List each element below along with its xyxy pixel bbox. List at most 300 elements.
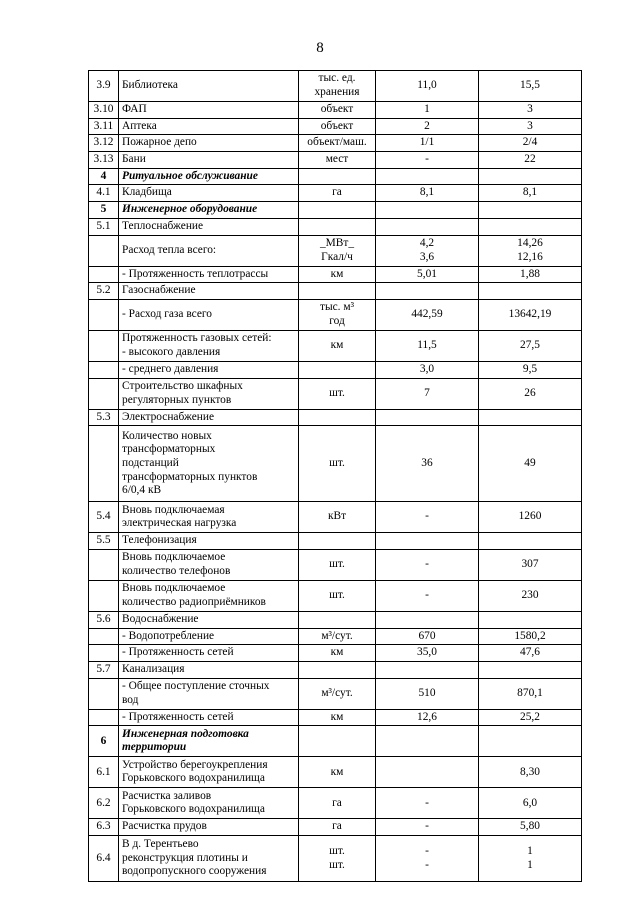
row-number-cell: 3.11: [89, 118, 119, 135]
table-row: [89, 378, 582, 409]
value-current-cell: [376, 118, 479, 135]
table-row: [89, 426, 582, 502]
unit-line: шт.: [329, 589, 345, 602]
value-planned-line: 2/4: [522, 136, 538, 149]
unit-cell: [299, 235, 376, 266]
value-planned-cell: [479, 361, 582, 378]
unit-cell: [299, 836, 376, 882]
indicator-name-cell: [119, 426, 299, 502]
indicator-name-line: - Расход газа всего: [122, 308, 212, 321]
value-current-line: 3,6: [419, 250, 435, 263]
indicator-name-cell: [119, 235, 299, 266]
value-current-line: -: [425, 558, 429, 571]
row-number-cell: 3.12: [89, 135, 119, 152]
indicator-name-cell: [119, 662, 299, 679]
value-current-line: -: [425, 153, 429, 166]
indicator-name-line: - Протяженность сетей: [122, 710, 234, 723]
unit-cell: [299, 788, 376, 819]
indicator-name-line: - Протяженность сетей: [122, 646, 234, 659]
unit-line: км: [330, 646, 344, 659]
unit-line: объект/маш.: [307, 136, 367, 149]
unit-cell: [299, 152, 376, 169]
indicator-name-line: количество радиоприёмников: [122, 595, 266, 608]
value-current-cell: [376, 788, 479, 819]
value-current-line: 36: [421, 456, 433, 469]
row-number-cell: 5.6: [89, 611, 119, 628]
indicator-name-line: ФАП: [122, 103, 147, 115]
table-row: [89, 102, 582, 119]
indicator-name-line: Водоснабжение: [122, 612, 199, 625]
indicator-name-cell: [119, 533, 299, 550]
indicator-name-line: - Водопотребление: [122, 629, 215, 642]
value-current-cell: [376, 611, 479, 628]
indicator-name-line: Расход тепла всего:: [122, 243, 217, 256]
value-current-cell: [376, 409, 479, 426]
indicator-name-line: Инженерное оборудование: [122, 203, 258, 216]
value-current-cell: [376, 549, 479, 580]
indicator-name-cell: [119, 283, 299, 300]
row-number-cell: 6.4: [89, 836, 119, 882]
indicator-name-cell: [119, 152, 299, 169]
value-current-cell: [376, 709, 479, 726]
indicator-name-cell: [119, 678, 299, 709]
value-current-line: 4,2: [419, 236, 435, 249]
unit-line: шт.: [329, 386, 345, 399]
indicator-name-line: подстанций: [122, 456, 179, 469]
table-row: [89, 152, 582, 169]
table-row: [89, 299, 582, 330]
row-number-cell: [89, 266, 119, 283]
row-number-cell: 5: [89, 202, 119, 219]
value-planned-line: 1,88: [520, 267, 540, 280]
value-current-line: -: [425, 510, 429, 523]
value-current-cell: [376, 757, 479, 788]
value-planned-line: 5,80: [520, 820, 540, 833]
row-number-cell: [89, 299, 119, 330]
table-row: [89, 549, 582, 580]
unit-line: м³/сут.: [321, 686, 353, 699]
row-number-cell: [89, 709, 119, 726]
value-current-line: 1: [424, 103, 430, 115]
unit-cell: [299, 662, 376, 679]
value-planned-cell: [479, 757, 582, 788]
indicator-name-cell: [119, 726, 299, 757]
value-planned-line: 1580,2: [514, 629, 546, 642]
value-planned-cell: [479, 330, 582, 361]
unit-cell: [299, 426, 376, 502]
indicator-name-line: Расчистка прудов: [122, 820, 207, 833]
unit-cell: [299, 135, 376, 152]
table-row: [89, 409, 582, 426]
table-row: [89, 662, 582, 679]
indicator-name-cell: [119, 709, 299, 726]
indicator-name-line: Теплоснабжение: [122, 219, 204, 232]
unit-line: шт.: [329, 844, 345, 857]
value-planned-cell: [479, 645, 582, 662]
row-number-cell: 3.9: [89, 71, 119, 102]
indicator-name-line: В д. Терентьево: [122, 838, 199, 851]
indicator-name-line: - Общее поступление сточных: [122, 680, 270, 692]
unit-cell: [299, 533, 376, 550]
unit-line: объект: [320, 103, 354, 115]
value-planned-line: 3: [527, 119, 533, 132]
value-planned-cell: [479, 678, 582, 709]
unit-cell: [299, 757, 376, 788]
unit-cell: [299, 726, 376, 757]
indicator-name-line: Кладбища: [122, 186, 172, 199]
section-row: [89, 202, 582, 219]
unit-line: шт.: [329, 858, 345, 871]
table-row: [89, 709, 582, 726]
value-planned-line: 9,5: [522, 362, 538, 375]
value-planned-line: 26: [524, 386, 536, 399]
indicator-name-cell: [119, 836, 299, 882]
value-planned-cell: [479, 299, 582, 330]
value-current-cell: [376, 218, 479, 235]
row-number-cell: [89, 378, 119, 409]
unit-cell: [299, 299, 376, 330]
indicator-name-line: 6/0,4 кВ: [122, 484, 162, 497]
value-current-line: 11,0: [417, 79, 437, 92]
indicator-name-cell: [119, 185, 299, 202]
indicator-name-line: - среднего давления: [122, 362, 219, 375]
row-number-cell: 5.1: [89, 218, 119, 235]
value-current-cell: [376, 330, 479, 361]
value-current-line: 1/1: [419, 136, 435, 149]
indicator-name-line: Инженерная подготовка: [122, 727, 249, 740]
value-planned-cell: [479, 580, 582, 611]
unit-cell: [299, 202, 376, 219]
value-planned-line: 27,5: [520, 339, 540, 352]
row-number-cell: 4.1: [89, 185, 119, 202]
row-number-cell: 6.1: [89, 757, 119, 788]
unit-line: тыс. ед.: [318, 72, 356, 85]
indicator-name-cell: [119, 580, 299, 611]
unit-line: объект: [320, 119, 354, 132]
value-planned-cell: [479, 235, 582, 266]
indicator-name-line: Вновь подключаемая: [122, 503, 225, 516]
table-row: [89, 71, 582, 102]
indicator-name-cell: [119, 71, 299, 102]
indicator-name-cell: [119, 645, 299, 662]
unit-line: год: [329, 314, 345, 327]
unit-cell: [299, 330, 376, 361]
table-row: [89, 185, 582, 202]
value-current-line: 442,59: [411, 308, 443, 321]
row-number-cell: 5.4: [89, 502, 119, 533]
row-number-cell: 6: [89, 726, 119, 757]
value-current-cell: [376, 202, 479, 219]
value-planned-line: 230: [521, 589, 539, 602]
value-current-cell: [376, 836, 479, 882]
value-current-cell: [376, 71, 479, 102]
value-planned-line: 3: [527, 103, 533, 115]
indicator-name-cell: [119, 378, 299, 409]
row-number-cell: 5.2: [89, 283, 119, 300]
section-row: [89, 168, 582, 185]
unit-line: га: [332, 820, 342, 833]
value-planned-cell: [479, 726, 582, 757]
value-planned-line: 25,2: [520, 710, 540, 723]
table-row: [89, 836, 582, 882]
unit-line: хранения: [314, 86, 360, 98]
value-current-cell: [376, 645, 479, 662]
indicator-name-line: Вновь подключаемое: [122, 551, 226, 564]
value-current-cell: [376, 135, 479, 152]
unit-line: км: [330, 339, 344, 352]
value-planned-line: 13642,19: [508, 308, 552, 321]
unit-line: кВт: [327, 510, 347, 523]
unit-line: _МВт_: [319, 236, 355, 249]
table-row: [89, 361, 582, 378]
indicator-name-cell: [119, 330, 299, 361]
value-planned-line: 47,6: [520, 646, 540, 659]
unit-line: тыс. м³: [319, 301, 354, 314]
value-current-cell: [376, 185, 479, 202]
indicator-name-cell: [119, 102, 299, 119]
value-planned-cell: [479, 378, 582, 409]
indicator-name-cell: [119, 299, 299, 330]
unit-line: мест: [325, 153, 349, 166]
row-number-cell: [89, 580, 119, 611]
indicator-name-cell: [119, 135, 299, 152]
indicator-name-cell: [119, 168, 299, 185]
table-row: [89, 235, 582, 266]
indicators-table: [88, 70, 582, 882]
value-current-cell: [376, 533, 479, 550]
indicator-name-cell: [119, 118, 299, 135]
row-number-cell: [89, 426, 119, 502]
value-current-line: 3,0: [419, 362, 435, 375]
table-row: [89, 628, 582, 645]
value-current-line: 670: [418, 629, 436, 642]
indicator-name-cell: [119, 409, 299, 426]
value-planned-cell: [479, 502, 582, 533]
unit-cell: [299, 71, 376, 102]
row-number-cell: 3.13: [89, 152, 119, 169]
row-number-cell: 5.5: [89, 533, 119, 550]
value-current-line: 11,5: [417, 339, 437, 352]
value-current-line: 8,1: [419, 186, 435, 199]
unit-cell: [299, 118, 376, 135]
page-number: 8: [316, 40, 324, 56]
value-current-cell: [376, 502, 479, 533]
indicator-name-line: Устройство берегоукрепления: [122, 758, 268, 771]
value-current-cell: [376, 678, 479, 709]
indicator-name-cell: [119, 549, 299, 580]
row-number-cell: [89, 549, 119, 580]
unit-line: км: [330, 710, 344, 723]
indicator-name-line: Пожарное депо: [122, 136, 197, 149]
indicator-name-line: Расчистка заливов: [122, 789, 212, 802]
value-current-cell: [376, 580, 479, 611]
value-planned-line: 12,16: [517, 250, 543, 263]
indicator-name-line: вод: [122, 693, 139, 706]
unit-cell: [299, 361, 376, 378]
unit-cell: [299, 102, 376, 119]
unit-cell: [299, 378, 376, 409]
value-planned-cell: [479, 152, 582, 169]
unit-line: шт.: [329, 558, 345, 571]
value-current-line: -: [425, 844, 429, 857]
indicator-name-cell: [119, 502, 299, 533]
unit-line: км: [330, 267, 344, 280]
value-planned-cell: [479, 218, 582, 235]
unit-line: Гкал/ч: [321, 250, 353, 263]
unit-cell: [299, 549, 376, 580]
table-row: [89, 611, 582, 628]
section-row: [89, 726, 582, 757]
unit-cell: [299, 266, 376, 283]
value-planned-cell: [479, 611, 582, 628]
value-planned-line: 870,1: [517, 686, 543, 699]
indicator-name-line: Библиотека: [122, 79, 178, 92]
table-row: [89, 678, 582, 709]
unit-cell: [299, 709, 376, 726]
row-number-cell: 6.2: [89, 788, 119, 819]
value-planned-cell: [479, 836, 582, 882]
value-current-line: 35,0: [417, 646, 437, 659]
value-planned-cell: [479, 71, 582, 102]
table-row: [89, 788, 582, 819]
row-number-cell: 4: [89, 168, 119, 185]
value-planned-cell: [479, 135, 582, 152]
value-planned-cell: [479, 549, 582, 580]
row-number-cell: [89, 235, 119, 266]
value-planned-cell: [479, 185, 582, 202]
indicator-name-cell: [119, 611, 299, 628]
row-number-cell: [89, 645, 119, 662]
indicator-name-line: территории: [122, 741, 187, 754]
table-row: [89, 218, 582, 235]
table-row: [89, 819, 582, 836]
table-row: [89, 135, 582, 152]
indicator-name-line: Ритуальное обслуживание: [122, 169, 258, 182]
value-current-cell: [376, 726, 479, 757]
unit-cell: [299, 502, 376, 533]
value-planned-cell: [479, 426, 582, 502]
table-row: [89, 266, 582, 283]
indicator-name-line: регуляторных пунктов: [122, 393, 232, 406]
value-current-cell: [376, 628, 479, 645]
indicator-name-line: Аптека: [122, 119, 157, 132]
unit-cell: [299, 678, 376, 709]
value-planned-cell: [479, 409, 582, 426]
value-current-cell: [376, 168, 479, 185]
value-planned-line: 1: [527, 844, 533, 857]
indicator-name-line: Вновь подключаемое: [122, 582, 226, 595]
unit-line: м³/сут.: [321, 629, 353, 642]
indicator-name-line: реконструкция плотины и: [122, 851, 248, 864]
value-current-line: 12,6: [417, 710, 437, 723]
value-planned-cell: [479, 819, 582, 836]
row-number-cell: [89, 330, 119, 361]
value-current-line: -: [425, 589, 429, 602]
indicator-name-cell: [119, 757, 299, 788]
value-planned-line: 8,1: [522, 186, 538, 199]
indicator-name-line: трансформаторных: [122, 443, 216, 456]
value-current-cell: [376, 819, 479, 836]
value-planned-line: 15,5: [520, 79, 540, 92]
indicator-name-cell: [119, 218, 299, 235]
value-planned-line: 6,0: [522, 796, 538, 809]
value-current-line: -: [425, 820, 429, 833]
unit-cell: [299, 645, 376, 662]
indicator-name-cell: [119, 202, 299, 219]
table-row: [89, 580, 582, 611]
value-planned-cell: [479, 283, 582, 300]
indicator-name-cell: [119, 266, 299, 283]
value-planned-cell: [479, 788, 582, 819]
value-current-line: 7: [424, 386, 430, 399]
value-planned-cell: [479, 266, 582, 283]
value-planned-cell: [479, 168, 582, 185]
row-number-cell: 3.10: [89, 102, 119, 119]
indicator-name-line: количество телефонов: [122, 564, 231, 577]
value-current-cell: [376, 152, 479, 169]
value-planned-line: 1: [527, 858, 533, 871]
indicator-name-line: Бани: [122, 153, 146, 166]
unit-line: шт.: [329, 456, 345, 469]
value-planned-line: 22: [524, 153, 536, 166]
indicator-name-cell: [119, 628, 299, 645]
row-number-cell: 5.3: [89, 409, 119, 426]
unit-line: га: [332, 186, 342, 199]
unit-cell: [299, 580, 376, 611]
table-row: [89, 645, 582, 662]
indicator-name-line: Телефонизация: [122, 534, 197, 547]
value-planned-cell: [479, 202, 582, 219]
unit-cell: [299, 611, 376, 628]
indicator-name-line: Газоснабжение: [122, 284, 196, 297]
unit-line: км: [330, 765, 344, 778]
value-current-line: 2: [424, 119, 430, 132]
value-planned-cell: [479, 118, 582, 135]
value-current-cell: [376, 102, 479, 119]
unit-cell: [299, 185, 376, 202]
value-current-line: -: [425, 858, 429, 871]
indicator-name-line: водопропускного сооружения: [122, 865, 267, 878]
value-current-cell: [376, 662, 479, 679]
value-current-cell: [376, 283, 479, 300]
indicator-name-line: Канализация: [122, 663, 185, 675]
indicator-name-line: Электроснабжение: [122, 410, 215, 423]
row-number-cell: 5.7: [89, 662, 119, 679]
table-row: [89, 533, 582, 550]
value-current-line: 510: [418, 686, 436, 699]
value-current-line: -: [425, 796, 429, 809]
table-row: [89, 118, 582, 135]
value-current-cell: [376, 378, 479, 409]
value-planned-cell: [479, 533, 582, 550]
indicator-name-cell: [119, 819, 299, 836]
value-planned-cell: [479, 662, 582, 679]
value-planned-line: 307: [521, 558, 539, 571]
value-planned-cell: [479, 102, 582, 119]
indicator-name-cell: [119, 788, 299, 819]
unit-cell: [299, 819, 376, 836]
table-row: [89, 502, 582, 533]
indicator-name-line: Количество новых: [122, 429, 212, 442]
value-planned-line: 1260: [518, 510, 542, 523]
value-current-line: 5,01: [417, 267, 437, 280]
row-number-cell: [89, 678, 119, 709]
value-current-cell: [376, 266, 479, 283]
unit-line: га: [332, 796, 342, 809]
indicator-name-line: Строительство шкафных: [122, 379, 243, 392]
table-row: [89, 330, 582, 361]
indicator-name-line: Протяженность газовых сетей:: [122, 332, 272, 345]
